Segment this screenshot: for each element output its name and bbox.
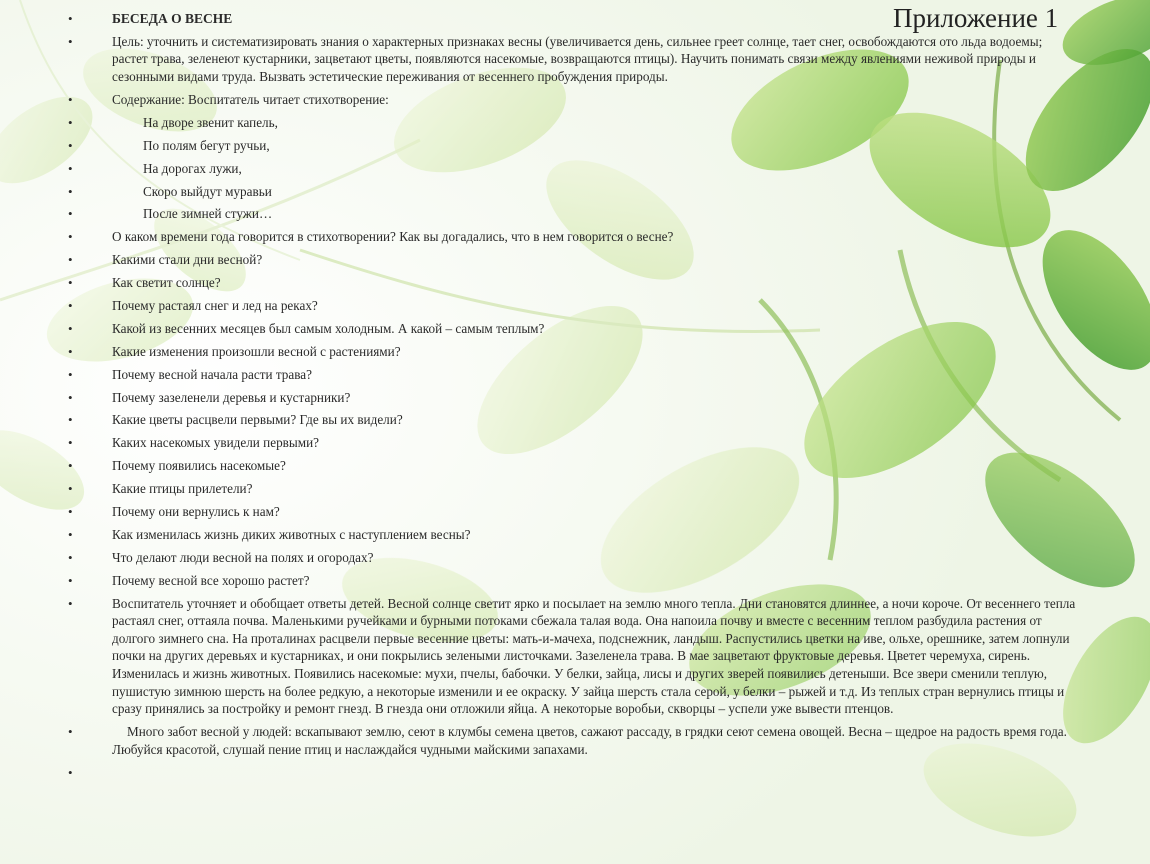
bullet-item	[68, 549, 1078, 567]
poem-line	[68, 205, 1078, 223]
bullet-marker: •	[68, 549, 73, 565]
bullet-marker: •	[68, 504, 73, 519]
bullet-text: Какие изменения произошли весной с растениями?	[112, 343, 401, 359]
bullet-text: Какими стали дни весной?	[112, 252, 263, 268]
bullet-text: Почему зазеленели деревья и кустарники?	[112, 389, 351, 405]
bullet-text: Почему они вернулись к нам?	[112, 504, 280, 519]
bullet-text: Какие птицы прилетели?	[112, 481, 253, 497]
bullet-marker: •	[68, 458, 73, 474]
bullet-item	[68, 91, 1078, 109]
bullet-text: О каком времени года говорится в стихотворении? Как вы догадались, что в нем говорится о весне?	[112, 229, 674, 245]
bullet-marker: •	[68, 91, 73, 107]
bullet-marker: •	[68, 526, 73, 542]
bullet-item	[68, 480, 1078, 498]
bullet-item	[68, 572, 1078, 590]
bullet-marker: •	[68, 206, 73, 222]
bullet-list	[68, 10, 1078, 786]
bullet-text: После зимней стужи…	[143, 206, 273, 222]
appendix-label: Приложение 1	[893, 3, 1059, 33]
poem-line	[68, 160, 1078, 178]
bullet-item	[68, 297, 1078, 315]
bullet-marker: •	[68, 183, 73, 199]
bullet-item	[68, 595, 1078, 718]
bullet-item	[68, 343, 1078, 361]
bullet-marker: •	[68, 114, 73, 130]
bullet-marker: •	[68, 160, 73, 176]
bullet-text: Что делают люди весной на полях и огородах?	[112, 549, 374, 565]
bullet-item	[68, 503, 1078, 521]
slide-title	[68, 10, 1078, 28]
bullet-marker: •	[68, 595, 73, 611]
bullet-text: По полям бегут ручьи,	[143, 137, 270, 153]
bullet-text: На дворе звенит капель,	[143, 114, 278, 130]
bullet-marker: •	[68, 343, 73, 359]
poem-line	[68, 114, 1078, 132]
bullet-text: БЕСЕДА О ВЕСНЕ	[112, 11, 233, 26]
bullet-marker: •	[68, 481, 73, 497]
bullet-marker: •	[68, 435, 73, 451]
bullet-text: Какой из весенних месяцев был самым холодным. А какой – самым теплым?	[112, 320, 545, 336]
bullet-item	[68, 457, 1078, 475]
bullet-marker: •	[68, 572, 73, 588]
bullet-text: Почему появились насекомые?	[112, 458, 286, 474]
bullet-marker: •	[68, 252, 73, 268]
bullet-item	[68, 228, 1078, 246]
bullet-item	[68, 33, 1078, 86]
bullet-marker: •	[68, 229, 73, 245]
bullet-marker: •	[68, 724, 73, 740]
bullet-marker: •	[68, 297, 73, 313]
bullet-item	[68, 411, 1078, 429]
bullet-marker: •	[68, 412, 73, 428]
bullet-text: Содержание: Воспитатель читает стихотворение:	[112, 91, 389, 107]
bullet-item	[68, 434, 1078, 452]
poem-line	[68, 137, 1078, 155]
bullet-item	[68, 366, 1078, 384]
bullet-marker: •	[68, 389, 73, 405]
bullet-marker: •	[68, 764, 73, 780]
empty-bullet	[68, 764, 1078, 782]
bullet-item	[68, 320, 1078, 338]
bullet-item	[68, 274, 1078, 292]
bullet-text: Почему весной все хорошо растет?	[112, 572, 310, 588]
poem-line	[68, 183, 1078, 201]
bullet-text: На дорогах лужи,	[143, 160, 242, 176]
bullet-marker: •	[68, 11, 73, 26]
bullet-text: Почему весной начала расти трава?	[112, 366, 312, 382]
bullet-marker: •	[68, 275, 73, 291]
bullet-text: Как изменилась жизнь диких животных с наступлением весны?	[112, 526, 471, 542]
bullet-text: Каких насекомых увидели первыми?	[112, 435, 320, 451]
bullet-marker: •	[68, 320, 73, 336]
bullet-text: Цель: уточнить и систематизировать знания о характерных признаках весны (увеличивается день, сильнее греет солнце, тает снег, освобождаются ото льда водоемы; растет трава, зеленеют кустарники, зацветают цветы, появляются насекомые, возвращаются птицы). Научить понимать связи между явлениями неживой природы и сезонными видами труда. Вызвать эстетические переживания от весеннего пробуждения природы.	[112, 33, 1043, 85]
bullet-text: Воспитатель уточняет и обобщает ответы детей. Весной солнце светит ярко и посылает на землю много тепла. Дни становятся длиннее, а ночи короче. От весеннего тепла растаял снег, оттаяла почва. Маленькими ручейками и бурными потоками сбежала талая вода. Она напоила почву и вместе с весенним теплом разбудила растения от долгого зимнего сна. На проталинах расцвели первые весенние цветы: мать-и-мачеха, подснежник, ландыш. Распустились цветки на иве, ольхе, орешнике, затем лопнули почки на других деревьях и кустарниках, и они покрылись зелеными листочками. Зазеленела трава. В мае зацветают фруктовые деревья. Цветет черемуха, сирень. Изменилась и жизнь животных. Появились насекомые: мухи, пчелы, бабочки. У белки, зайца, лисы и других зверей появились детеныши. Все звери сменили теплую, пушистую зимнюю шерсть на более редкую, а некоторые изменили и ее окраску. У зайца шерсть стала серой, у белки – рыжей и т.д. Из теплых стран вернулись птицы и сразу принялись за постройку и ремонт гнезд. В гнезда они отложили яйца. А некоторые воробьи, скворцы – успели уже вывести птенцов.	[112, 595, 1076, 717]
bullet-marker: •	[68, 366, 73, 382]
bullet-marker: •	[68, 33, 73, 49]
bullet-marker: •	[68, 137, 73, 153]
bullet-item	[68, 389, 1078, 407]
bullet-item	[68, 723, 1078, 758]
bullet-item	[68, 526, 1078, 544]
bullet-text: Много забот весной у людей: вскапывают землю, сеют в клумбы семена цветов, сажают рассаду, в грядки сеют семена овощей. Весна – щедрое на радость время года. Любуйся красотой, слушай пение птиц и наслаждайся чудными майскими запахами.	[112, 724, 1067, 757]
bullet-text: Как светит солнце?	[112, 275, 221, 291]
bullet-text: Почему растаял снег и лед на реках?	[112, 297, 318, 313]
bullet-item	[68, 251, 1078, 269]
bullet-text: Скоро выйдут муравьи	[143, 183, 272, 199]
bullet-text: Какие цветы расцвели первыми? Где вы их видели?	[112, 412, 403, 428]
